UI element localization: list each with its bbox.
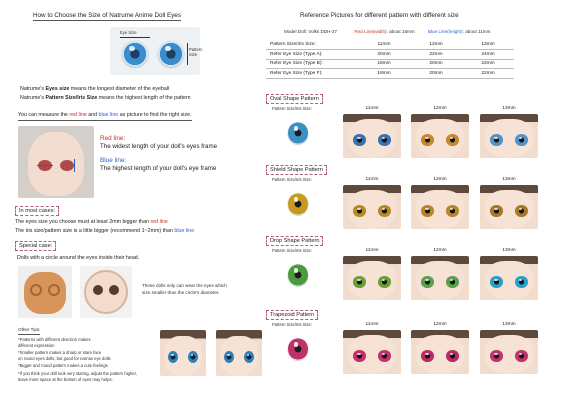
face-eye-left — [421, 205, 434, 216]
table-cell: 12mm — [410, 40, 462, 50]
pattern-heading: Trapezoid Pattern — [266, 310, 318, 320]
face-eye-left — [353, 276, 366, 287]
table-cell: 22mm — [462, 69, 514, 79]
face-eye-right — [515, 350, 528, 361]
row-label: Pattern Size/Iris Size: — [266, 40, 358, 50]
table-cell: 11mm — [358, 40, 410, 50]
special-case-heading: Special case: — [15, 241, 56, 251]
table-cell: 22mm — [410, 50, 462, 60]
blue-line-title: Blue line: — [100, 157, 127, 164]
table-row — [266, 50, 514, 60]
doll-face-photo — [480, 330, 538, 374]
face-eye-right — [515, 134, 528, 145]
size-label: 11mm — [365, 177, 379, 182]
size-label: 13mm — [502, 248, 516, 253]
size-label: 13mm — [502, 322, 516, 327]
face-eye-right — [378, 205, 391, 216]
doll-face — [28, 132, 84, 196]
doll-face-photo — [411, 114, 469, 158]
pattern-row-label: Pattern Size/Iris Size: — [272, 106, 313, 111]
table-row — [266, 69, 514, 79]
table-cell: 24mm — [462, 50, 514, 60]
face-eye-right — [515, 276, 528, 287]
eye-circle-right — [48, 284, 60, 296]
red-line-desc: The widest length of your doll's eyes frame — [100, 143, 218, 150]
doll-face-photo — [411, 256, 469, 300]
row-label: Refer Eye Size (Type A): — [266, 50, 358, 60]
eye-sample-left — [122, 41, 148, 67]
eye-size-line — [120, 37, 150, 38]
face-eye-left — [490, 205, 503, 216]
pattern-row-label: Pattern Size/Iris Size: — [272, 177, 313, 182]
face-eye-right — [446, 134, 459, 145]
tip-line: on round eyes dolls, but good for narrow eye dolls — [18, 355, 111, 361]
doll-head-photo — [18, 126, 94, 198]
doll-face-photo — [343, 185, 401, 229]
face-eye-left — [490, 350, 503, 361]
special-case-note-2: size smaller than the circle's diameter. — [142, 290, 220, 295]
face-eye-right — [446, 350, 459, 361]
face-eye-left — [490, 276, 503, 287]
table-cell: 13mm — [462, 40, 514, 50]
doll-head-inside-photo — [18, 266, 72, 318]
other-tips-heading: Other Tips: — [18, 327, 40, 335]
most-cases-line-2: The iris size/pattern size is a little bigger (recommend 1~2mm) than blue line — [15, 228, 195, 234]
row-label: Refer Eye Size (Type B): — [266, 59, 358, 69]
face-eye-right — [378, 350, 391, 361]
size-label: 13mm — [502, 106, 516, 111]
hole-left — [93, 285, 103, 295]
eye-sample-right — [158, 41, 184, 67]
hole-right — [109, 285, 119, 295]
face-eye-right — [515, 205, 528, 216]
size-label: 13mm — [502, 177, 516, 182]
pattern-size-label: Pattern Size — [189, 47, 203, 57]
doll-face-photo — [343, 256, 401, 300]
most-cases-heading: In most cases: — [15, 206, 59, 216]
table-cell: 18mm — [358, 69, 410, 79]
doll-face-photo — [411, 185, 469, 229]
face-eye-right — [378, 276, 391, 287]
face-eye-right — [188, 351, 198, 363]
iris-sample — [288, 122, 308, 144]
model-line: Model Doll: Volks DDH-27 Red Line(width): about 15mm Blue Line(height): about 11mm — [284, 29, 491, 34]
doll-face-photo — [480, 185, 538, 229]
doll-face-photo — [480, 256, 538, 300]
pattern-size-definition: Natrume's Pattern Size/Iris Size means the highest length of the pattern — [20, 95, 191, 101]
eye-size-diagram — [110, 27, 203, 75]
blue-line-desc: The highest length of your doll's eye frame — [100, 165, 217, 172]
special-case-line: Dolls with a circle around the eyes inside their head. — [17, 255, 140, 261]
eye-hole-right — [60, 160, 74, 171]
tip-line: leave more space at the bottom of eyes may helps. — [18, 376, 113, 382]
head-back-shell — [84, 270, 128, 314]
face-eye-left — [421, 276, 434, 287]
size-label: 11mm — [365, 322, 379, 327]
doll-head-back-photo — [80, 266, 132, 318]
table-cell: 20mm — [358, 50, 410, 60]
table-cell: 20mm — [410, 59, 462, 69]
face-eye-left — [353, 205, 366, 216]
pattern-row-label: Pattern Size/Iris Size: — [272, 248, 313, 253]
tip-line: different expression — [18, 342, 55, 348]
iris-sample — [288, 193, 308, 215]
face-eye-left — [421, 134, 434, 145]
tip-line: *Patterns with different direction makes — [18, 337, 91, 342]
doll-face-photo — [343, 114, 401, 158]
tip-example-face-1 — [160, 330, 206, 376]
red-line-title: Red line: — [100, 135, 126, 142]
size-label: 12mm — [433, 177, 447, 182]
reference-size-table — [266, 40, 514, 79]
table-row — [266, 40, 514, 50]
pattern-size-line — [187, 43, 188, 65]
eye-size-label: Eye Size — [120, 30, 137, 35]
size-label: 11mm — [365, 106, 379, 111]
face-eye-left — [353, 134, 366, 145]
size-label: 12mm — [433, 106, 447, 111]
eye-circle-left — [30, 284, 42, 296]
special-case-note-1: These dolls only can wear the eyes which — [142, 283, 227, 288]
tip-line: *Smaller pattern makes a sharp or stare face — [18, 350, 102, 356]
other-tips-list — [18, 337, 137, 382]
face-eye-left — [421, 350, 434, 361]
pattern-heading: Shield Shape Pattern — [266, 165, 327, 175]
tip-line: *If you think your doll look very staring, adjust the pattern higher, — [18, 370, 137, 376]
size-label: 12mm — [433, 248, 447, 253]
pattern-heading: Drop Shape Pattern — [266, 236, 323, 246]
blue-line-marker — [74, 159, 75, 172]
face-eye-left — [490, 134, 503, 145]
face-eye-right — [378, 134, 391, 145]
face-eye-right — [244, 351, 254, 363]
table-cell: 18mm — [358, 59, 410, 69]
eye-size-definition: Natrume's Eyes size means the longest diameter of the eyeball — [20, 86, 170, 92]
left-title: How to Choose the Size of Natrume Anime Doll Eyes — [33, 12, 182, 19]
iris-sample — [288, 338, 308, 360]
doll-face-photo — [480, 114, 538, 158]
table-cell: 20mm — [410, 69, 462, 79]
red-line-marker — [37, 165, 53, 166]
face-eye-right — [446, 205, 459, 216]
right-title: Reference Pictures for different pattern with different size — [300, 12, 459, 19]
table-row — [266, 59, 514, 69]
iris-sample — [288, 264, 308, 286]
size-label: 11mm — [365, 248, 379, 253]
size-label: 12mm — [433, 322, 447, 327]
tip-line: *Bigger and round pattern makes a cute feelings. — [18, 363, 109, 369]
table-cell: 22mm — [462, 59, 514, 69]
doll-face-photo — [411, 330, 469, 374]
face-eye-right — [446, 276, 459, 287]
pattern-row-label: Pattern Size/Iris Size: — [272, 322, 313, 327]
doll-face-photo — [343, 330, 401, 374]
pattern-heading: Oval Shape Pattern — [266, 94, 323, 104]
measure-instruction: You can measure the red line and blue line as picture to find the right size. — [18, 112, 192, 121]
face-eye-left — [353, 350, 366, 361]
most-cases-line-1: The eyes size you choose must at least 2mm bigger than red line — [15, 219, 168, 225]
tip-example-face-2 — [216, 330, 262, 376]
row-label: Refer Eye Size (Type F): — [266, 69, 358, 79]
